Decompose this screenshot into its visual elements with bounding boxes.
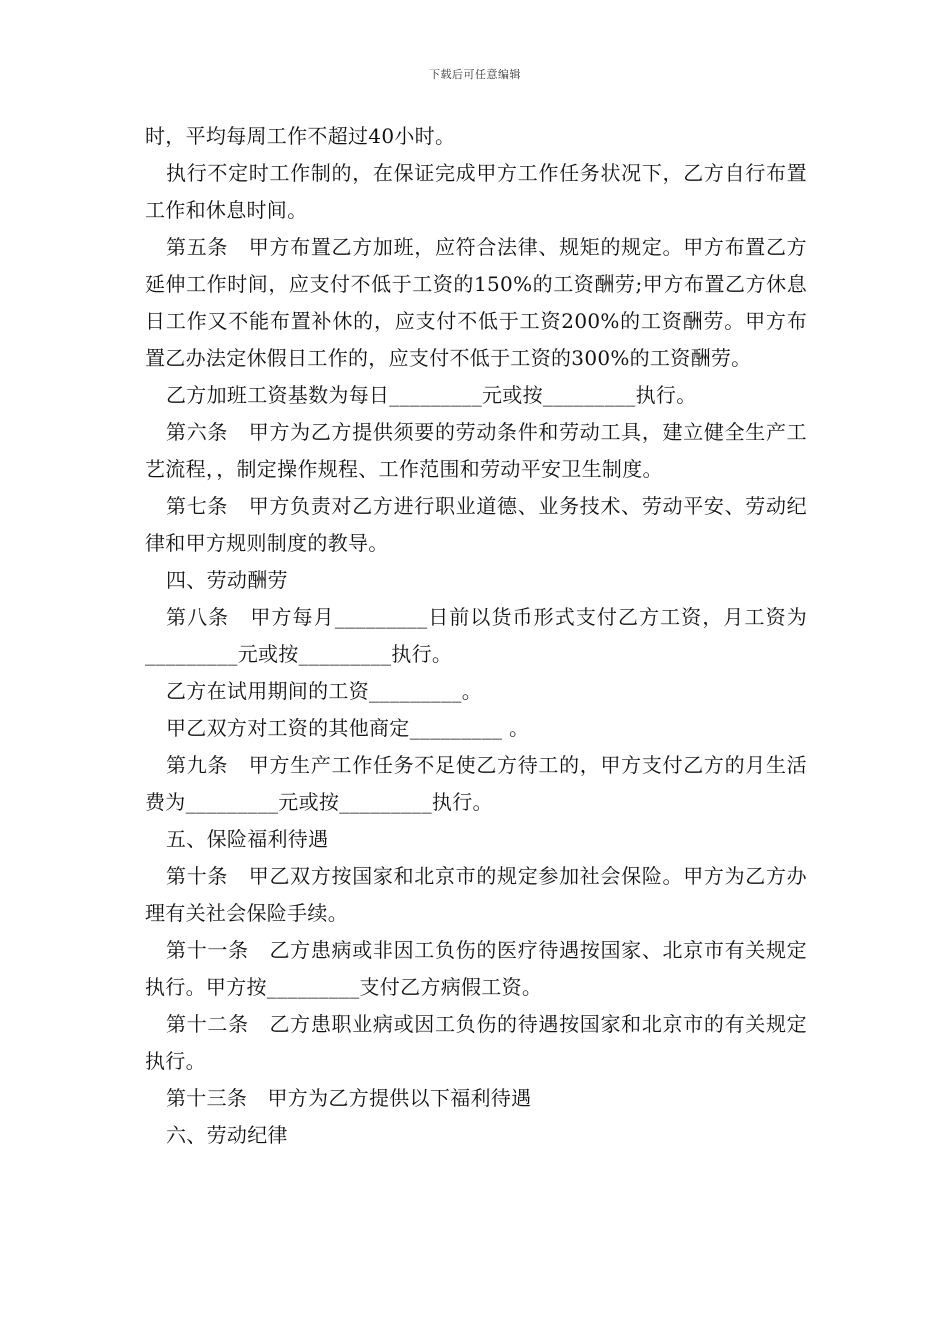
paragraph-continuation: 时，平均每周工作不超过40小时。 <box>145 124 456 148</box>
article-5: 第五条 甲方布置乙方加班，应符合法律、规矩的规定。甲方布置乙方延伸工作时间，应支付不低于工资的150%的工资酬劳;甲方布置乙方休息日工作又不能布置补休的，应支付不低于工资200%的工资酬劳。甲方布置乙办法定休假日工作的，应支付不低于工资的300%的工资酬劳。 <box>145 235 807 370</box>
contract-body <box>145 118 807 1154</box>
article-6: 第六条 甲方为乙方提供须要的劳动条件和劳动工具，建立健全生产工艺流程，，制定操作规程、工作范围和劳动平安卫生制度。 <box>145 420 807 481</box>
other-wage-agreement: 甲乙双方对工资的其他商定_________ 。 <box>166 716 530 740</box>
article-8: 第八条 甲方每月_________日前以货币形式支付乙方工资，月工资为_________元或按_________执行。 <box>145 605 807 666</box>
probation-wage: 乙方在试用期间的工资_________。 <box>166 679 482 703</box>
article-12: 第十二条 乙方患职业病或因工负伤的待遇按国家和北京市的有关规定执行。 <box>145 1012 807 1073</box>
article-7: 第七条 甲方负责对乙方进行职业道德、业务技术、劳动平安、劳动纪律和甲方规则制度的教导。 <box>145 494 807 555</box>
section-heading-insurance: 五、保险福利待遇 <box>166 827 329 851</box>
overtime-wage-base: 乙方加班工资基数为每日_________元或按_________执行。 <box>166 383 697 407</box>
article-11: 第十一条 乙方患病或非因工负伤的医疗待遇按国家、北京市有关规定执行。甲方按_________支付乙方病假工资。 <box>145 938 807 999</box>
section-heading-discipline: 六、劳动纪律 <box>166 1123 288 1147</box>
page-header-note: 下载后可任意编辑 <box>429 68 521 81</box>
article-13: 第十三条 甲方为乙方提供以下福利待遇 <box>166 1086 532 1110</box>
paragraph-flexible-hours: 执行不定时工作制的，在保证完成甲方工作任务状况下，乙方自行布置工作和休息时间。 <box>145 161 807 222</box>
article-10: 第十条 甲乙双方按国家和北京市的规定参加社会保险。甲方为乙方办理有关社会保险手续。 <box>145 864 807 925</box>
section-heading-remuneration: 四、劳动酬劳 <box>166 568 288 592</box>
article-9: 第九条 甲方生产工作任务不足使乙方待工的，甲方支付乙方的月生活费为_________元或按_________执行。 <box>145 753 807 814</box>
